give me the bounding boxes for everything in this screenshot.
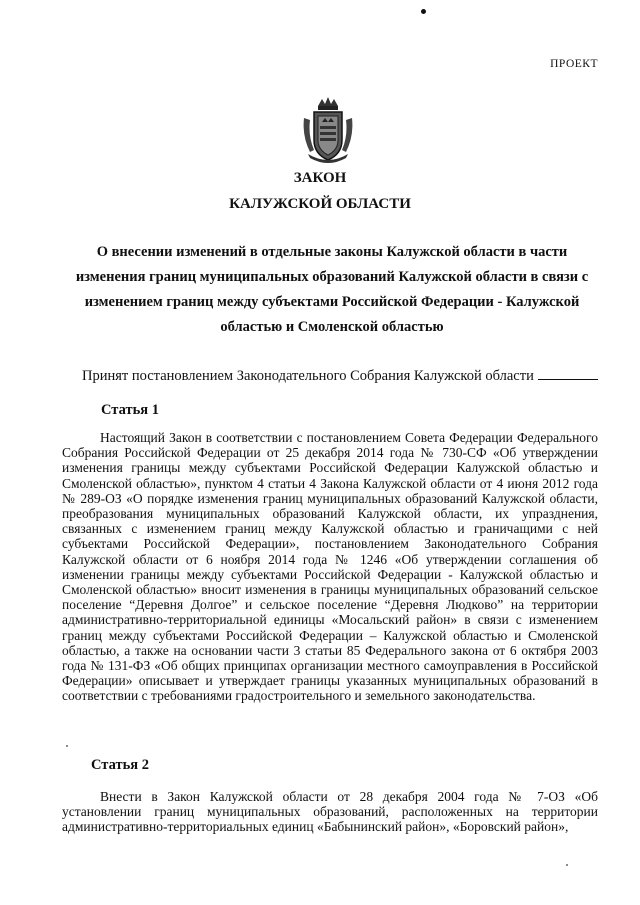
article-2-heading: Статья 2 bbox=[91, 757, 149, 773]
scan-speck bbox=[566, 864, 568, 866]
adoption-date-blank bbox=[538, 367, 598, 380]
article-1-heading: Статья 1 bbox=[101, 402, 159, 418]
document-subject: О внесении изменений в отдельные законы Калужской области в части изменения границ муниципальных образований Калужской области в связи с изменением границ между субъектами Российской Федерации - Калужской областью и Смоленской областью bbox=[75, 244, 589, 335]
scan-mark bbox=[421, 9, 426, 14]
document-region: КАЛУЖСКОЙ ОБЛАСТИ bbox=[229, 196, 411, 212]
scan-speck bbox=[66, 745, 68, 747]
adoption-text: Принят постановлением Законодательного Собрания Калужской области bbox=[82, 368, 534, 384]
project-label: ПРОЕКТ bbox=[550, 58, 598, 70]
article-2-text: Внести в Закон Калужской области от 28 декабря 2004 года № 7-ОЗ «Об установлении границ муниципальных образований, расположенных на территории административно-территориальных единиц «Бабынинский район», «Боровский район», bbox=[62, 789, 598, 835]
document-title: ЗАКОН bbox=[293, 170, 347, 186]
coat-of-arms-icon bbox=[300, 96, 356, 164]
adoption-line bbox=[82, 367, 602, 385]
article-1-text: Настоящий Закон в соответствии с постановлением Совета Федерации Федерального Собрания Российской Федерации от 25 декабря 2014 года № 730-СФ «Об утверждении изменения границы между субъектами Российской Федерации Калужской областью и Смоленской областью», пунктом 4 статьи 4 Закона Калужской области от 4 июня 2012 года № 289-ОЗ «О порядке изменения границ муниципальных образований Калужской области, преобразования муниципальных образований Калужской области, их упразднения, связанных с изменением границ между Калужской областью и граничащими с ней субъектами Российской Федерации», постановлением Законодательного Собрания Калужской области от 6 ноября 2014 года № 1246 «Об утверждении соглашения об изменении границы между субъектами Российской Федерации - Калужской областью и Смоленской областью» вносит изменения в границы муниципальных образований сельское поселение “Деревня Долгое” и сельское поселение “Деревня Людково” на территории административно-территориальной единицы «Мосальский район» в связи с изменением границ между субъектами Российской Федерации – Калужской областью и Смоленской областью, а также на основании части 3 статьи 85 Федерального закона от 6 октября 2003 года № 131-ФЗ «Об общих принципах организации местного самоуправления в Российской Федерации» описывает и утверждает границы указанных муниципальных образований в соответствии с требованиями градостроительного и земельного законодательства. bbox=[62, 430, 598, 704]
